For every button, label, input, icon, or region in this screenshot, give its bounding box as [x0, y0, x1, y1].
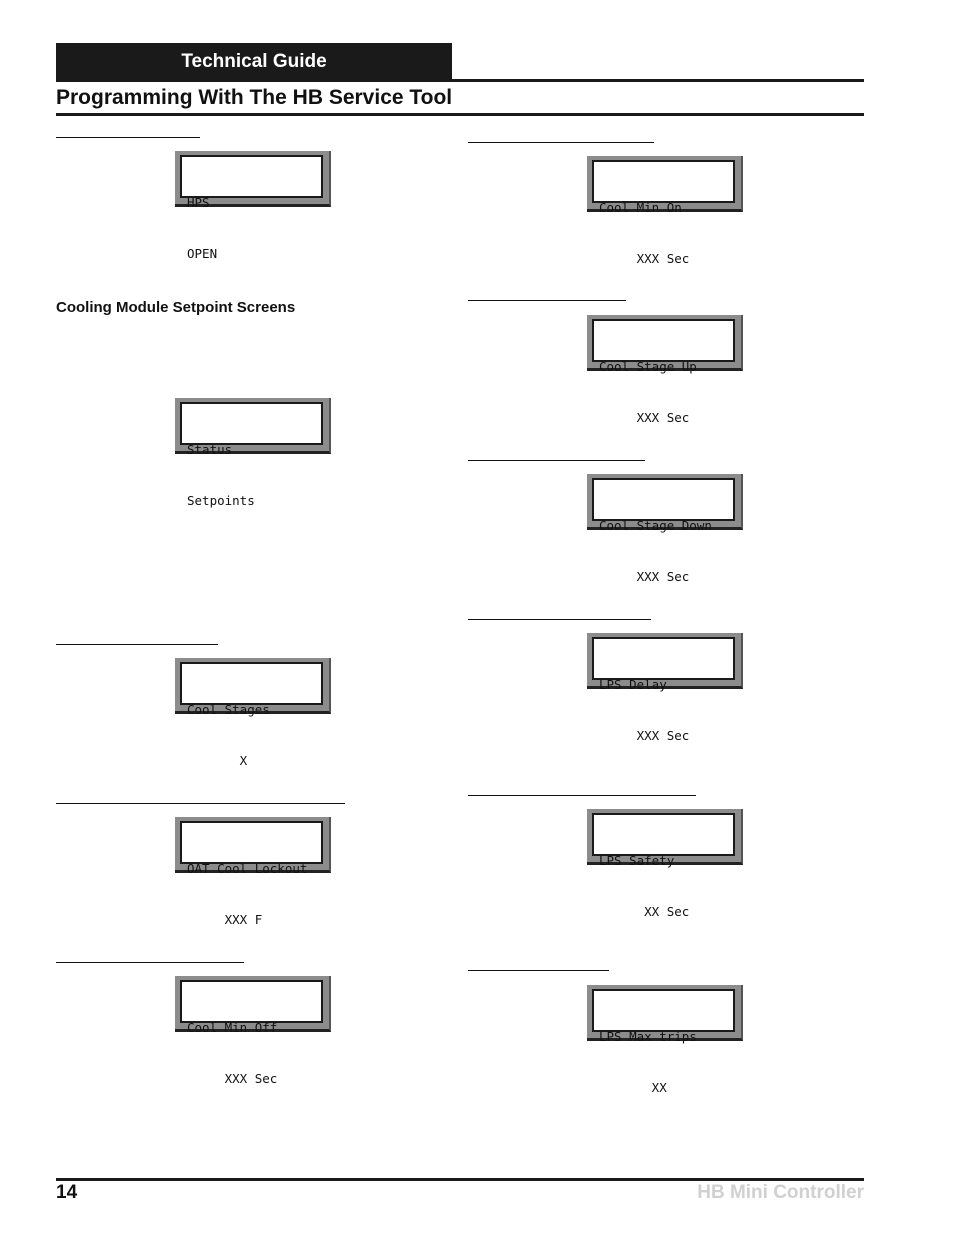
lcd-line-2: XXX Sec — [599, 728, 690, 743]
lcd-display — [592, 319, 735, 425]
lcd-display — [592, 813, 735, 919]
caption-rule — [468, 460, 645, 461]
lcd-screen-lps-safety — [587, 809, 743, 919]
header-rule-top — [56, 79, 864, 82]
lcd-screen-cool-stage-up — [587, 315, 743, 425]
lcd-line-1: LPS Max trips — [599, 1029, 697, 1044]
header-tab — [56, 43, 452, 80]
lcd-line-2: XX Sec — [599, 904, 690, 919]
lcd-line-1: Cool Min Off — [187, 1020, 278, 1035]
lcd-line-1: Cool Stage Down — [599, 518, 712, 533]
caption-rule — [468, 619, 651, 620]
lcd-display — [180, 402, 323, 508]
lcd-line-2: XX — [599, 1080, 667, 1095]
footer-title: HB Mini Controller — [697, 1182, 864, 1203]
lcd-screen-lps-delay — [587, 633, 743, 743]
lcd-display — [180, 821, 323, 927]
lcd-display — [180, 662, 323, 768]
lcd-display — [592, 160, 735, 266]
caption-rule — [468, 142, 654, 143]
lcd-display — [180, 980, 323, 1086]
lcd-line-2: OPEN — [187, 246, 218, 261]
lcd-line-2: Setpoints — [187, 493, 255, 508]
caption-rule — [56, 137, 200, 138]
lcd-line-1: Cool Min On — [599, 200, 682, 215]
lcd-display — [592, 637, 735, 743]
lcd-line-1: Cool Stage Up — [599, 359, 697, 374]
lcd-line-1: OAT Cool Lockout — [187, 861, 308, 876]
caption-rule — [56, 644, 218, 645]
lcd-display — [592, 478, 735, 584]
lcd-screen-cool-stages — [175, 658, 331, 768]
page-number: 14 — [56, 1182, 78, 1203]
lcd-line-2: X — [187, 753, 248, 768]
lcd-screen-cool-stage-down — [587, 474, 743, 584]
lcd-line-1: Status — [187, 442, 233, 457]
footer-rule — [56, 1178, 864, 1181]
header-tab-label: Technical Guide — [181, 50, 327, 72]
lcd-line-2: XXX Sec — [187, 1071, 278, 1086]
caption-rule — [468, 795, 696, 796]
lcd-line-2: XXX Sec — [599, 251, 690, 266]
lcd-line-1: LPS Delay — [599, 677, 667, 692]
lcd-line-1: LPS Safety — [599, 853, 675, 868]
caption-rule — [56, 962, 244, 963]
section-heading: Cooling Module Setpoint Screens — [56, 299, 296, 316]
lcd-line-1: HPS — [187, 195, 210, 210]
lcd-line-2: XXX Sec — [599, 410, 690, 425]
lcd-line-2: XXX Sec — [599, 569, 690, 584]
lcd-line-1: Cool Stages — [187, 702, 270, 717]
header-rule-bottom — [56, 113, 864, 116]
lcd-screen-cool-min-on — [587, 156, 743, 266]
lcd-screen-hps — [175, 151, 331, 261]
lcd-display — [180, 155, 323, 261]
lcd-screen-lps-max-trips — [587, 985, 743, 1095]
caption-rule — [468, 970, 609, 971]
lcd-screen-cool-min-off — [175, 976, 331, 1086]
lcd-display — [592, 989, 735, 1095]
caption-rule — [56, 803, 345, 804]
lcd-line-2: XXX F — [187, 912, 263, 927]
lcd-screen-status-setpoints — [175, 398, 331, 508]
page-title: Programming With The HB Service Tool — [56, 86, 453, 109]
lcd-screen-oat-cool-lockout — [175, 817, 331, 927]
